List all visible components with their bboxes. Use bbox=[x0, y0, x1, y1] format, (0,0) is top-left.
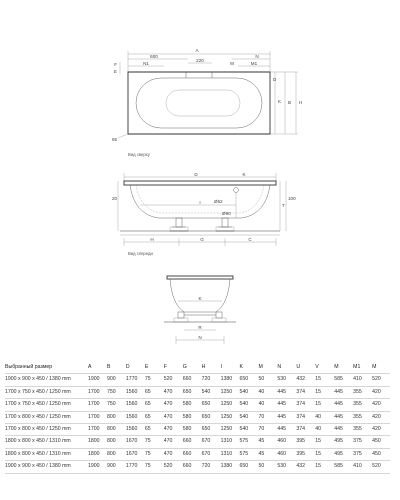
table-header-cell: M bbox=[371, 362, 390, 374]
table-cell: 660 bbox=[182, 461, 201, 473]
table-cell: 650 bbox=[201, 399, 220, 411]
row-size-label: 1700 x 750 x 450 / 1250 mm bbox=[5, 386, 87, 398]
top-view bbox=[112, 48, 302, 157]
table-cell: 374 bbox=[295, 424, 314, 436]
table-cell: 750 bbox=[106, 399, 125, 411]
top-dim-n1: N1 bbox=[143, 61, 149, 66]
table-cell: 1800 bbox=[87, 436, 106, 448]
table-cell: 1560 bbox=[125, 386, 144, 398]
top-dim-f: F bbox=[114, 62, 117, 67]
top-dim-h: H bbox=[299, 100, 303, 105]
side-dim-i: I bbox=[199, 200, 201, 205]
table-row bbox=[5, 411, 390, 423]
table-cell: 1670 bbox=[125, 448, 144, 460]
row-size-label: 1900 x 900 x 450 / 1380 mm bbox=[5, 374, 87, 386]
end-dim-n: N bbox=[198, 335, 202, 340]
end-view bbox=[164, 276, 236, 344]
row-size-label: 1800 x 800 x 450 / 1310 mm bbox=[5, 448, 87, 460]
table-cell: 470 bbox=[163, 424, 182, 436]
side-dim-h: H bbox=[150, 237, 154, 242]
table-header-cell: K bbox=[239, 362, 258, 374]
table-cell: 1770 bbox=[125, 461, 144, 473]
table-cell: 650 bbox=[239, 461, 258, 473]
table-cell: 800 bbox=[106, 448, 125, 460]
table-cell: 460 bbox=[276, 436, 295, 448]
end-dim-r: R bbox=[198, 325, 202, 330]
table-cell: 70 bbox=[257, 411, 276, 423]
table-cell: 1560 bbox=[125, 399, 144, 411]
table-cell: 470 bbox=[163, 386, 182, 398]
table-cell: 40 bbox=[314, 411, 333, 423]
table-cell: 1770 bbox=[125, 374, 144, 386]
table-cell: 1310 bbox=[220, 436, 239, 448]
table-cell: 720 bbox=[201, 374, 220, 386]
table-row bbox=[5, 424, 390, 436]
table-cell: 445 bbox=[276, 399, 295, 411]
side-dim-k: K bbox=[242, 172, 246, 177]
table-cell: 1800 bbox=[87, 448, 106, 460]
table-cell: 75 bbox=[144, 436, 163, 448]
top-dim-m: M bbox=[230, 61, 234, 66]
table-cell: 580 bbox=[182, 399, 201, 411]
table-cell: 75 bbox=[144, 448, 163, 460]
table-cell: 495 bbox=[333, 448, 352, 460]
top-dim-a: A bbox=[195, 48, 199, 53]
table-cell: 445 bbox=[333, 411, 352, 423]
table-header-cell: N bbox=[276, 362, 295, 374]
table-header-cell: M1 bbox=[352, 362, 371, 374]
table-cell: 374 bbox=[295, 386, 314, 398]
table-cell: 445 bbox=[276, 424, 295, 436]
table-cell: 1700 bbox=[87, 411, 106, 423]
table-cell: 50 bbox=[257, 461, 276, 473]
table-cell: 50 bbox=[257, 374, 276, 386]
table-cell: 530 bbox=[276, 374, 295, 386]
table-cell: 410 bbox=[352, 461, 371, 473]
table-cell: 15 bbox=[314, 386, 333, 398]
table-cell: 375 bbox=[352, 448, 371, 460]
row-size-label: 1800 x 800 x 450 / 1310 mm bbox=[5, 436, 87, 448]
table-row bbox=[5, 399, 390, 411]
table-header-cell: M bbox=[333, 362, 352, 374]
table-cell: 65 bbox=[144, 386, 163, 398]
table-header-cell: M bbox=[257, 362, 276, 374]
side-dim-20: 20 bbox=[112, 196, 118, 201]
table-cell: 15 bbox=[314, 461, 333, 473]
side-dim-t: T bbox=[282, 203, 285, 208]
end-dim-k: K bbox=[198, 296, 202, 301]
table-cell: 1560 bbox=[125, 424, 144, 436]
table-cell: 660 bbox=[182, 436, 201, 448]
table-cell: 800 bbox=[106, 411, 125, 423]
table-cell: 15 bbox=[314, 399, 333, 411]
table-cell: 470 bbox=[163, 399, 182, 411]
table-cell: 900 bbox=[106, 461, 125, 473]
table-cell: 75 bbox=[144, 374, 163, 386]
table-cell: 445 bbox=[333, 399, 352, 411]
table-cell: 750 bbox=[106, 386, 125, 398]
table-cell: 660 bbox=[182, 448, 201, 460]
top-dim-e: E bbox=[113, 69, 117, 74]
table-cell: 520 bbox=[163, 374, 182, 386]
top-dim-n: N bbox=[255, 54, 259, 59]
top-dim-k: K bbox=[278, 99, 282, 104]
table-cell: 1250 bbox=[220, 411, 239, 423]
table-cell: 15 bbox=[314, 374, 333, 386]
table-cell: 1250 bbox=[220, 424, 239, 436]
table-cell: 650 bbox=[239, 374, 258, 386]
table-cell: 670 bbox=[201, 436, 220, 448]
side-dim-d52: Ø52 bbox=[214, 199, 223, 204]
top-dim-m1: M1 bbox=[250, 61, 258, 66]
table-cell: 540 bbox=[239, 399, 258, 411]
table-cell: 445 bbox=[333, 424, 352, 436]
table-header-cell: D bbox=[125, 362, 144, 374]
row-size-label: 1700 x 750 x 450 / 1250 mm bbox=[5, 399, 87, 411]
table-cell: 450 bbox=[371, 448, 390, 460]
side-dim-100: 100 bbox=[288, 196, 296, 201]
row-size-label: 1900 x 900 x 450 / 1380 mm bbox=[5, 461, 87, 473]
table-header-cell: E bbox=[144, 362, 163, 374]
table-cell: 660 bbox=[182, 374, 201, 386]
table-body bbox=[5, 374, 390, 473]
table-cell: 395 bbox=[295, 448, 314, 460]
table-cell: 650 bbox=[201, 424, 220, 436]
table-cell: 670 bbox=[201, 448, 220, 460]
table-cell: 800 bbox=[106, 424, 125, 436]
table-row bbox=[5, 436, 390, 448]
table-header-cell: V bbox=[314, 362, 333, 374]
table-cell: 375 bbox=[352, 436, 371, 448]
table-cell: 410 bbox=[352, 374, 371, 386]
table-cell: 1380 bbox=[220, 461, 239, 473]
table-header-cell: B bbox=[106, 362, 125, 374]
table-cell: 420 bbox=[371, 386, 390, 398]
table-cell: 1310 bbox=[220, 448, 239, 460]
table-cell: 800 bbox=[106, 436, 125, 448]
table-cell: 450 bbox=[371, 436, 390, 448]
side-view bbox=[112, 172, 296, 256]
table-cell: 432 bbox=[295, 374, 314, 386]
table-cell: 395 bbox=[295, 436, 314, 448]
table-cell: 540 bbox=[201, 386, 220, 398]
side-dim-c: C bbox=[248, 237, 252, 242]
side-dim-g: G bbox=[200, 237, 204, 242]
table-cell: 1900 bbox=[87, 374, 106, 386]
table-cell: 40 bbox=[257, 386, 276, 398]
table-cell: 15 bbox=[314, 448, 333, 460]
table-cell: 45 bbox=[257, 436, 276, 448]
table-cell: 1700 bbox=[87, 386, 106, 398]
table-cell: 575 bbox=[239, 448, 258, 460]
row-size-label: 1700 x 800 x 450 / 1250 mm bbox=[5, 424, 87, 436]
table-cell: 495 bbox=[333, 436, 352, 448]
table-cell: 720 bbox=[201, 461, 220, 473]
table-cell: 1380 bbox=[220, 374, 239, 386]
table-cell: 445 bbox=[333, 386, 352, 398]
table-header-cell: G bbox=[182, 362, 201, 374]
table-cell: 520 bbox=[371, 374, 390, 386]
table-cell: 540 bbox=[239, 424, 258, 436]
table-cell: 1700 bbox=[87, 424, 106, 436]
table-cell: 540 bbox=[239, 411, 258, 423]
table-cell: 420 bbox=[371, 411, 390, 423]
table-header-cell: U bbox=[295, 362, 314, 374]
top-dim-600: 600 bbox=[150, 54, 158, 59]
table-cell: 432 bbox=[295, 461, 314, 473]
table-header-cell: H bbox=[201, 362, 220, 374]
table-cell: 355 bbox=[352, 386, 371, 398]
table-cell: 445 bbox=[276, 386, 295, 398]
table-header-cell: A bbox=[87, 362, 106, 374]
top-dim-d: D bbox=[273, 77, 277, 82]
table-row bbox=[5, 374, 390, 386]
table-row bbox=[5, 448, 390, 460]
table-cell: 1250 bbox=[220, 399, 239, 411]
row-size-label: 1700 x 800 x 450 / 1250 mm bbox=[5, 411, 87, 423]
table-cell: 470 bbox=[163, 448, 182, 460]
table-cell: 1560 bbox=[125, 411, 144, 423]
table-cell: 580 bbox=[182, 424, 201, 436]
side-view-caption: Вид спереди bbox=[128, 251, 153, 256]
table-cell: 65 bbox=[144, 411, 163, 423]
table-cell: 580 bbox=[182, 411, 201, 423]
table-cell: 585 bbox=[333, 374, 352, 386]
table-cell: 374 bbox=[295, 399, 314, 411]
table-cell: 355 bbox=[352, 399, 371, 411]
table-cell: 15 bbox=[314, 436, 333, 448]
table-header-cell: Выбранный размер bbox=[5, 362, 87, 374]
table-cell: 355 bbox=[352, 411, 371, 423]
table-cell: 355 bbox=[352, 424, 371, 436]
table-cell: 65 bbox=[144, 424, 163, 436]
dimension-table bbox=[5, 362, 390, 474]
table-row bbox=[5, 461, 390, 473]
table-cell: 520 bbox=[371, 461, 390, 473]
table-cell: 65 bbox=[144, 399, 163, 411]
table-cell: 585 bbox=[333, 461, 352, 473]
table-cell: 70 bbox=[257, 424, 276, 436]
table-row bbox=[5, 386, 390, 398]
side-dim-d90: Ø90 bbox=[222, 211, 231, 216]
table-header-cell: F bbox=[163, 362, 182, 374]
table-cell: 900 bbox=[106, 374, 125, 386]
table-cell: 1900 bbox=[87, 461, 106, 473]
table-cell: 470 bbox=[163, 436, 182, 448]
top-dim-b: B bbox=[288, 100, 292, 105]
table-header-row bbox=[5, 362, 390, 374]
table-cell: 650 bbox=[201, 411, 220, 423]
table-cell: 1670 bbox=[125, 436, 144, 448]
table-cell: 420 bbox=[371, 424, 390, 436]
top-dim-65: 65 bbox=[112, 137, 118, 142]
top-view-caption: Вид сверху bbox=[128, 152, 150, 157]
table-cell: 540 bbox=[239, 386, 258, 398]
table-cell: 40 bbox=[314, 424, 333, 436]
table-cell: 40 bbox=[257, 399, 276, 411]
table-cell: 75 bbox=[144, 461, 163, 473]
table-cell: 1700 bbox=[87, 399, 106, 411]
side-dim-d: D bbox=[194, 172, 198, 177]
table-cell: 470 bbox=[163, 411, 182, 423]
table-cell: 575 bbox=[239, 436, 258, 448]
table-cell: 650 bbox=[182, 386, 201, 398]
table-cell: 45 bbox=[257, 448, 276, 460]
table-cell: 530 bbox=[276, 461, 295, 473]
table-cell: 1250 bbox=[220, 386, 239, 398]
table-cell: 445 bbox=[276, 411, 295, 423]
table-cell: 420 bbox=[371, 399, 390, 411]
table-cell: 520 bbox=[163, 461, 182, 473]
table-header-cell: I bbox=[220, 362, 239, 374]
table-cell: 374 bbox=[295, 411, 314, 423]
table-cell: 460 bbox=[276, 448, 295, 460]
top-dim-220: 220 bbox=[196, 58, 204, 63]
